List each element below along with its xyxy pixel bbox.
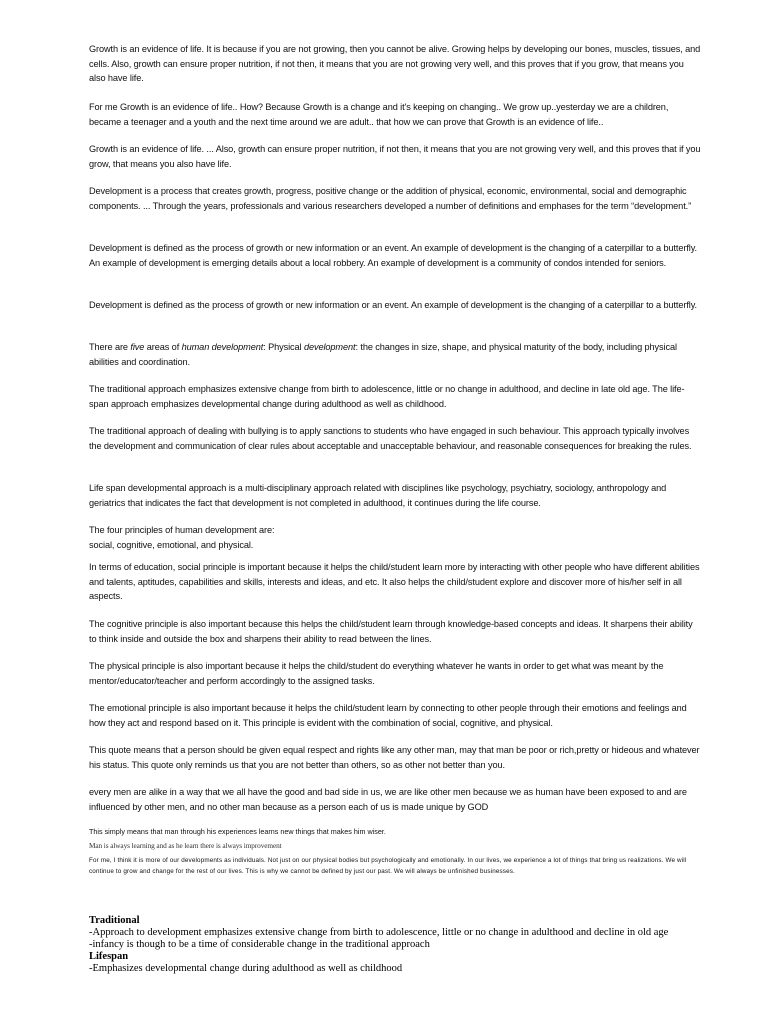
five-areas-human-development: human development <box>181 342 264 352</box>
five-areas-pre: There are <box>89 342 131 352</box>
paragraph-development-defined: Development is defined as the process of growth or new information or an event. An example of development is the changing of a caterpillar to a butterfly. An example of development is emerging details about a local robbery. An example of development is a community of condos intended for seniors. <box>89 243 697 268</box>
heading-traditional: Traditional <box>89 915 140 926</box>
paragraph-every-men: every men are alike in a way that we all have the good and bad side in us, we are like other men because we as human have been exposed to and are influenced by other men, and no other man because as a person each of us is made unique by GOD <box>89 787 687 812</box>
principles-line1: The four principles of human development are: <box>89 525 275 535</box>
heading-lifespan: Lifespan <box>89 951 129 962</box>
five-areas-five: five <box>130 342 145 352</box>
five-areas-post: : the changes in size, shape, and physical maturity of the body, including physical abilities and coordination. <box>89 342 677 367</box>
note-lifespan-line1: -Emphasizes developmental change during adulthood as well as childhood <box>89 963 403 974</box>
five-areas-mid2: : Physical <box>263 342 304 352</box>
paragraph-social-principle: In terms of education, social principle is important because it helps the child/student learn more by interacting with other people who have different abilities and talents, aptitudes, capabilities and skills, interests and ideas, and etc. It also helps the child/student explore and discover more of his/her self in all aspects. <box>89 562 700 601</box>
paragraph-life-span-approach: Life span developmental approach is a multi-disciplinary approach related with disciplines like psychology, psychiatry, sociology, anthropology and geriatrics that indicates the fact that development is not completed in adulthood, it continues during the life course. <box>89 483 667 508</box>
paragraph-growth-change: For me Growth is an evidence of life.. How? Because Growth is a change and it's keeping on changing.. We grow up..yesterday we are a children, became a teenager and a youth and the next time around we are adult.. that how we can prove that Growth is an evidence of life.. <box>89 102 669 127</box>
note-traditional-line1: -Approach to development emphasizes extensive change from birth to adolescence, little or no change in adulthood and decline in old age <box>89 927 669 938</box>
principles-block <box>89 523 701 552</box>
note-traditional-line2: -infancy is though to be a time of considerable change in the traditional approach <box>89 939 430 950</box>
paragraph-cognitive-principle: The cognitive principle is also important because this helps the child/student learn through knowledge-based concepts and ideas. It sharpens their ability to think inside and outside the box and sharpens their ability to read between the lines. <box>89 619 693 644</box>
paragraph-traditional-approach: The traditional approach emphasizes extensive change from birth to adolescence, little or no change in adulthood, and decline in late old age. The life-span approach emphasizes developmental change during adulthood as well as childhood. <box>89 384 685 409</box>
paragraph-emotional-principle: The emotional principle is also important because it helps the child/student learn by connecting to other people through their emotions and feelings and how they act and respond based on it. This principle is evident with the combination of social, cognitive, and physical. <box>89 703 687 728</box>
paragraph-growth-nutrition: Growth is an evidence of life. ... Also, growth can ensure proper nutrition, if not then, it means that you are not growing very well, and this proves that if you grow, that means you also have life. <box>89 144 701 169</box>
five-areas-mid1: areas of <box>144 342 182 352</box>
paragraph-development-caterpillar: Development is defined as the process of growth or new information or an event. An example of development is the changing of a caterpillar to a butterfly. <box>89 300 697 310</box>
paragraph-bullying-approach: The traditional approach of dealing with bullying is to apply sanctions to students who have engaged in such behaviour. This approach typically involves the development and communication of clear rules about acceptable and unacceptable behaviour, and reasonable consequences for breaking the rules. <box>89 426 692 451</box>
line-man-wiser: This simply means that man through his experiences learns new things that makes him wiser. <box>89 827 386 836</box>
paragraph-physical-principle: The physical principle is also important because it helps the child/student do everything whatever he wants in order to get what was meant by the mentor/educator/teacher and perform accordingly to the assigned tasks. <box>89 661 664 686</box>
paragraph-growth-evidence: Growth is an evidence of life. It is because if you are not growing, then you cannot be alive. Growing helps by developing our bones, muscles, tissues, and cells. Also, growth can ensure proper nutrition, if not then, it means that you are not growing very well, and this proves that if you grow, that means you also have life. <box>89 44 701 83</box>
five-areas-development: development <box>303 342 356 352</box>
line-man-learning: Man is always learning and as he learn there is always improvement <box>89 841 282 850</box>
paragraph-quote-meaning: This quote means that a person should be given equal respect and rights like any other man, may that man be poor or rich,pretty or hideous and whatever his status. This quote only reminds us that you are not better than others, so as other not better than you. <box>89 745 700 770</box>
paragraph-for-me: For me, I think it is more of our developments as individuals. Not just on our physical bodies but psychologically and emotionally. In our lives, we experience a lot of things that bring us realizations. We will continue to grow and change for the rest of our lives. This is why we cannot be defined by just our past. We will always be unfinished businesses. <box>89 857 687 875</box>
paragraph-development-process: Development is a process that creates growth, progress, positive change or the addition of physical, economic, environmental, social and demographic components. ... Through the years, professionals and various researchers developed a number of definitions and emphases for the term “development.” <box>89 186 692 211</box>
principles-line2: social, cognitive, emotional, and physical. <box>89 539 254 550</box>
paragraph-five-areas <box>89 340 701 369</box>
